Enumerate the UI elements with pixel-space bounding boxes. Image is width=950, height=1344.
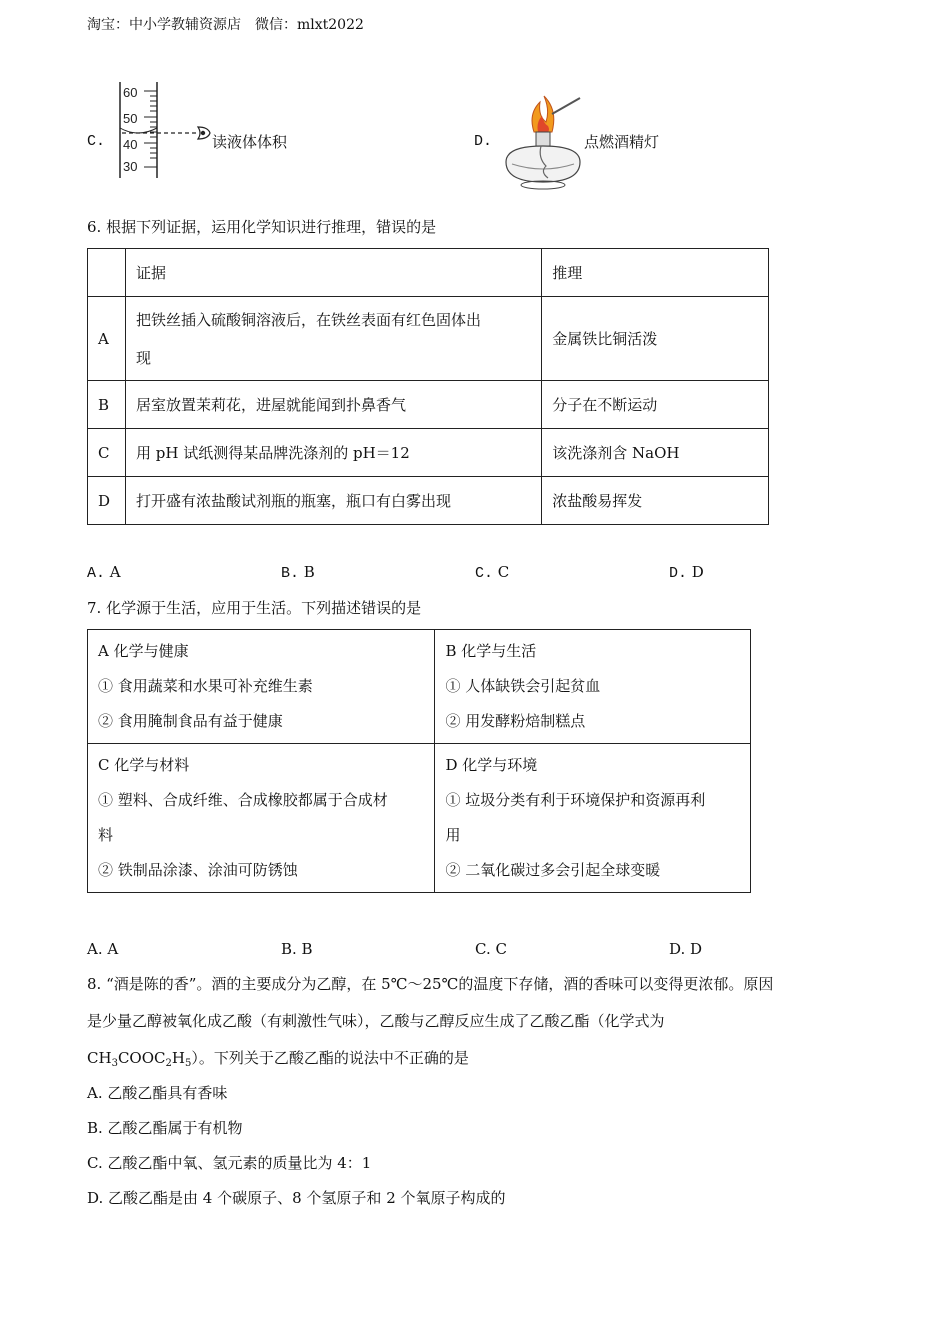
- q7-cell-a: [88, 630, 435, 744]
- q7-cell-d: [435, 744, 751, 893]
- q6-row-inference: 分子在不断运动: [542, 381, 769, 429]
- choice-text: D: [691, 563, 704, 581]
- q5-option-c-caption: 读液体体积: [212, 133, 288, 151]
- q7-cell-line: ② 二氧化碳过多会引起全球变暖: [445, 861, 661, 879]
- choice-label: D.: [669, 565, 688, 582]
- q7-cell-line: ② 食用腌制食品有益于健康: [98, 712, 283, 730]
- q7-cell-line: 料: [98, 826, 114, 844]
- q6-choice-d: [669, 563, 704, 582]
- graduated-cylinder-figure: [112, 80, 212, 180]
- q7-cell-line: ① 塑料、合成纤维、合成橡胶都属于合成材: [98, 791, 388, 809]
- q7-row-2: [88, 744, 751, 893]
- q5-option-c-label: C.: [87, 133, 106, 150]
- q8-stem-tail: ）。下列关于乙酸乙酯的说法中不正确的是: [191, 1049, 469, 1067]
- q8-option-d: D. 乙酸乙酯是由 4 个碳原子、8 个氢原子和 2 个氧原子构成的: [87, 1189, 506, 1207]
- q7-cell-title: C 化学与材料: [98, 756, 190, 774]
- formula-subscript: 2: [165, 1058, 172, 1069]
- q6-row-inference: 该洗涤剂含 NaOH: [542, 429, 769, 477]
- choice-label: A.: [87, 565, 106, 582]
- q8-option-c: C. 乙酸乙酯中氧、氢元素的质量比为 4：1: [87, 1154, 372, 1172]
- q7-table: [87, 629, 751, 893]
- q6-row-a: [88, 297, 769, 381]
- q7-cell-c: [88, 744, 435, 893]
- q6-header-blank: [88, 249, 126, 297]
- formula-part: COOC: [117, 1049, 166, 1067]
- q7-choice-c: C. C: [475, 940, 507, 958]
- q6-row-c: [88, 429, 769, 477]
- q7-choice-d: D. D: [669, 940, 703, 958]
- cyl-tick-60: 60: [123, 85, 138, 100]
- q6-row-key: D: [88, 477, 126, 525]
- q6-header-row: [88, 249, 769, 297]
- q6-row-a-evidence-line1: 把铁丝插入硫酸铜溶液后，在铁丝表面有红色固体出: [135, 310, 481, 329]
- q7-choice-a: A. A: [87, 940, 119, 958]
- q7-cell-line: 用: [445, 826, 461, 844]
- q6-row-evidence: 居室放置茉莉花，进屋就能闻到扑鼻香气: [125, 381, 541, 429]
- choice-text: C: [497, 563, 510, 581]
- alcohol-lamp-figure: [500, 92, 586, 190]
- q6-table: [87, 248, 769, 525]
- q6-row-inference: 金属铁比铜活泼: [542, 297, 769, 381]
- q6-row-inference: 浓盐酸易挥发: [542, 477, 769, 525]
- q7-row-1: [88, 630, 751, 744]
- formula-part: H: [171, 1049, 185, 1067]
- q6-row-evidence: [125, 297, 541, 381]
- q7-cell-line: ② 用发酵粉焙制糕点: [445, 712, 586, 730]
- q6-choice-c: [475, 563, 509, 582]
- formula-subscript: 3: [111, 1058, 118, 1069]
- q5-option-d-caption: 点燃酒精灯: [584, 133, 660, 151]
- q7-cell-line: ② 铁制品涂漆、涂油可防锈蚀: [98, 861, 298, 879]
- q8-stem-line2: 是少量乙醇被氧化成乙酸（有刺激性气味），乙酸与乙醇反应生成了乙酸乙酯（化学式为: [87, 1012, 665, 1030]
- q8-option-a: A. 乙酸乙酯具有香味: [87, 1084, 228, 1102]
- q8-stem-line1: 8. “酒是陈的香”。酒的主要成分为乙醇，在 5℃～25℃的温度下存储，酒的香味可以变得更浓郁。原因: [87, 975, 774, 993]
- q7-choice-b: B. B: [281, 940, 313, 958]
- q6-header-evidence: 证据: [125, 249, 541, 297]
- q7-cell-line: ① 垃圾分类有利于环境保护和资源再利: [445, 791, 706, 809]
- q6-choice-b: [281, 563, 315, 582]
- q7-stem: 7. 化学源于生活，应用于生活。下列描述错误的是: [87, 599, 422, 617]
- choice-label: B.: [281, 565, 300, 582]
- q6-row-b: [88, 381, 769, 429]
- cyl-tick-30: 30: [123, 159, 138, 174]
- choice-text: A: [109, 563, 121, 581]
- choice-label: C.: [475, 565, 494, 582]
- q6-row-key: A: [88, 297, 126, 381]
- q7-cell-title: B 化学与生活: [445, 642, 537, 660]
- q6-row-key: C: [88, 429, 126, 477]
- q7-cell-line: ① 人体缺铁会引起贫血: [445, 677, 601, 695]
- q6-header-inference: 推理: [542, 249, 769, 297]
- q6-row-d: [88, 477, 769, 525]
- q6-row-key: B: [88, 381, 126, 429]
- q6-choice-a: [87, 563, 121, 582]
- cyl-tick-50: 50: [123, 111, 138, 126]
- q7-cell-line: ① 食用蔬菜和水果可补充维生素: [98, 677, 313, 695]
- q8-stem-line3: [87, 1041, 469, 1076]
- q6-stem: 6. 根据下列证据，运用化学知识进行推理，错误的是: [87, 218, 437, 236]
- page-header: 淘宝：中小学教辅资源店 微信：mlxt2022: [87, 17, 364, 33]
- formula-part: CH: [87, 1049, 112, 1067]
- q5-option-d-label: D.: [474, 133, 493, 150]
- q7-cell-title: D 化学与环境: [445, 756, 538, 774]
- q6-row-a-evidence-line2: 现: [135, 348, 151, 367]
- choice-text: B: [303, 563, 315, 581]
- formula-subscript: 5: [184, 1058, 192, 1069]
- q6-row-evidence: 打开盛有浓盐酸试剂瓶的瓶塞，瓶口有白雾出现: [125, 477, 541, 525]
- cyl-tick-40: 40: [123, 137, 138, 152]
- q7-cell-title: A 化学与健康: [98, 642, 189, 660]
- q7-cell-b: [435, 630, 751, 744]
- q6-row-evidence: 用 pH 试纸测得某品牌洗涤剂的 pH＝12: [125, 429, 541, 477]
- q8-option-b: B. 乙酸乙酯属于有机物: [87, 1119, 243, 1137]
